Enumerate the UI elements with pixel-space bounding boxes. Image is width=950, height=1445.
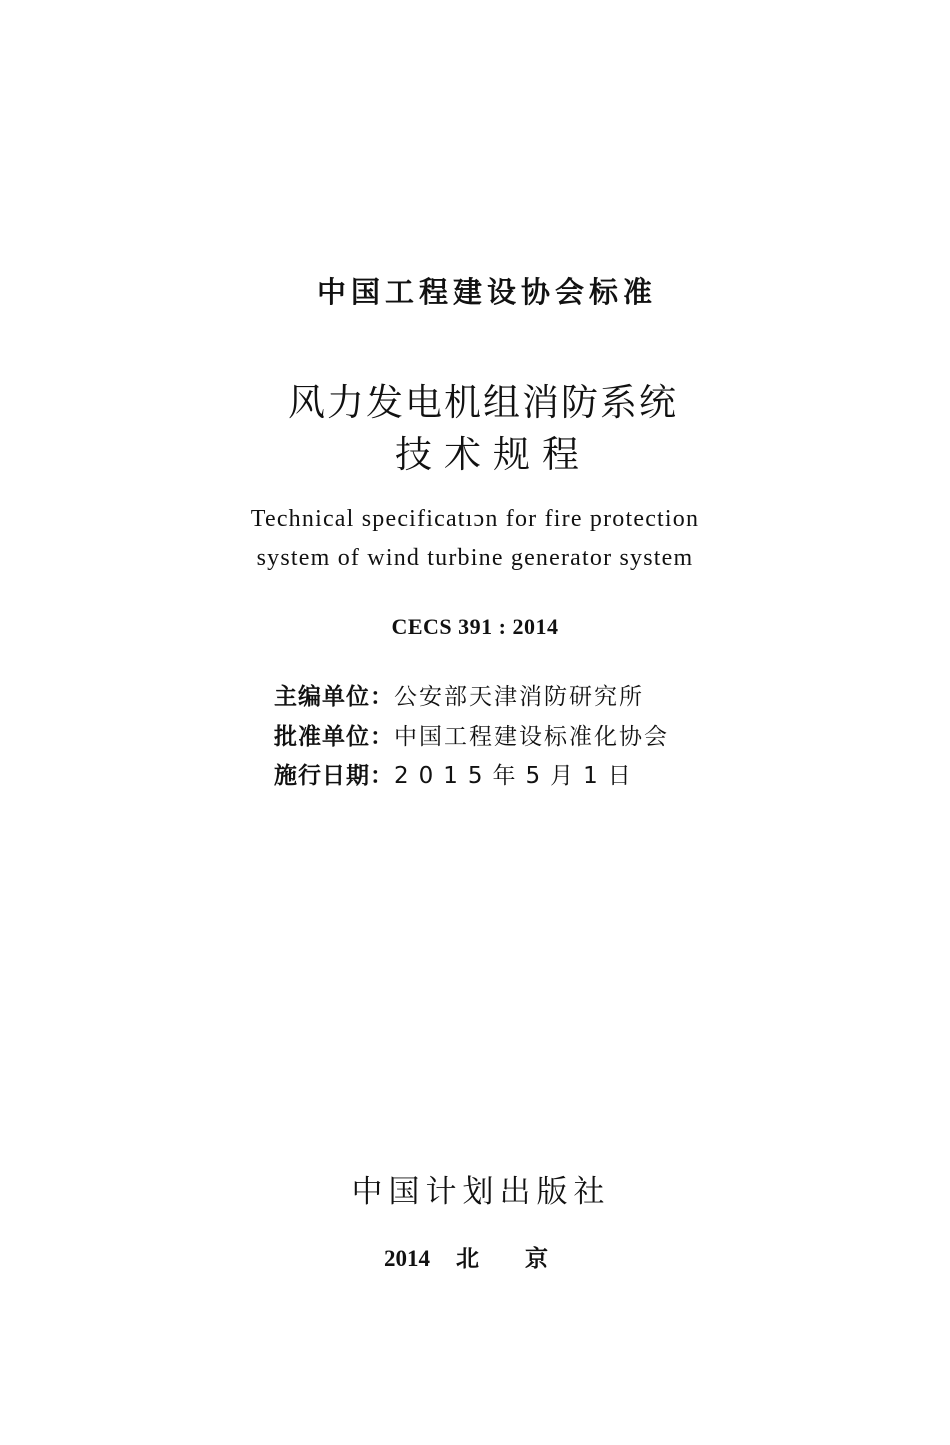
standard-code: CECS 391 : 2014 [391,614,559,639]
chief-editor-label: 主编单位： [274,684,394,710]
publisher-name: 中国计划出版社 [351,1174,611,1210]
chief-editor-value: 公安部天津消防研究所 [394,684,644,710]
effective-date-value: 2015年5月1日 [394,763,641,789]
imprint-line [0,1240,950,1273]
approval-unit-value: 中国工程建设标准化协会 [394,724,669,750]
english-title-line-2: system of wind turbine generator system [256,545,694,571]
approval-unit-label: 批准单位： [274,724,394,750]
english-title-line-1: Technical specificatıɔn for fire protection [250,506,700,532]
document-title-line-1: 风力发电机组消防系统 [288,381,678,424]
imprint-year: 2014 [384,1246,430,1271]
standard-series-heading: 中国工程建设协会标准 [316,275,657,309]
imprint-city: 北京 [456,1246,594,1272]
effective-date-label: 施行日期： [274,763,394,789]
effective-date-row [274,757,734,790]
chief-editor-row [274,678,734,711]
approval-unit-row [274,718,734,751]
document-title-line-2: 技术规程 [395,433,591,476]
